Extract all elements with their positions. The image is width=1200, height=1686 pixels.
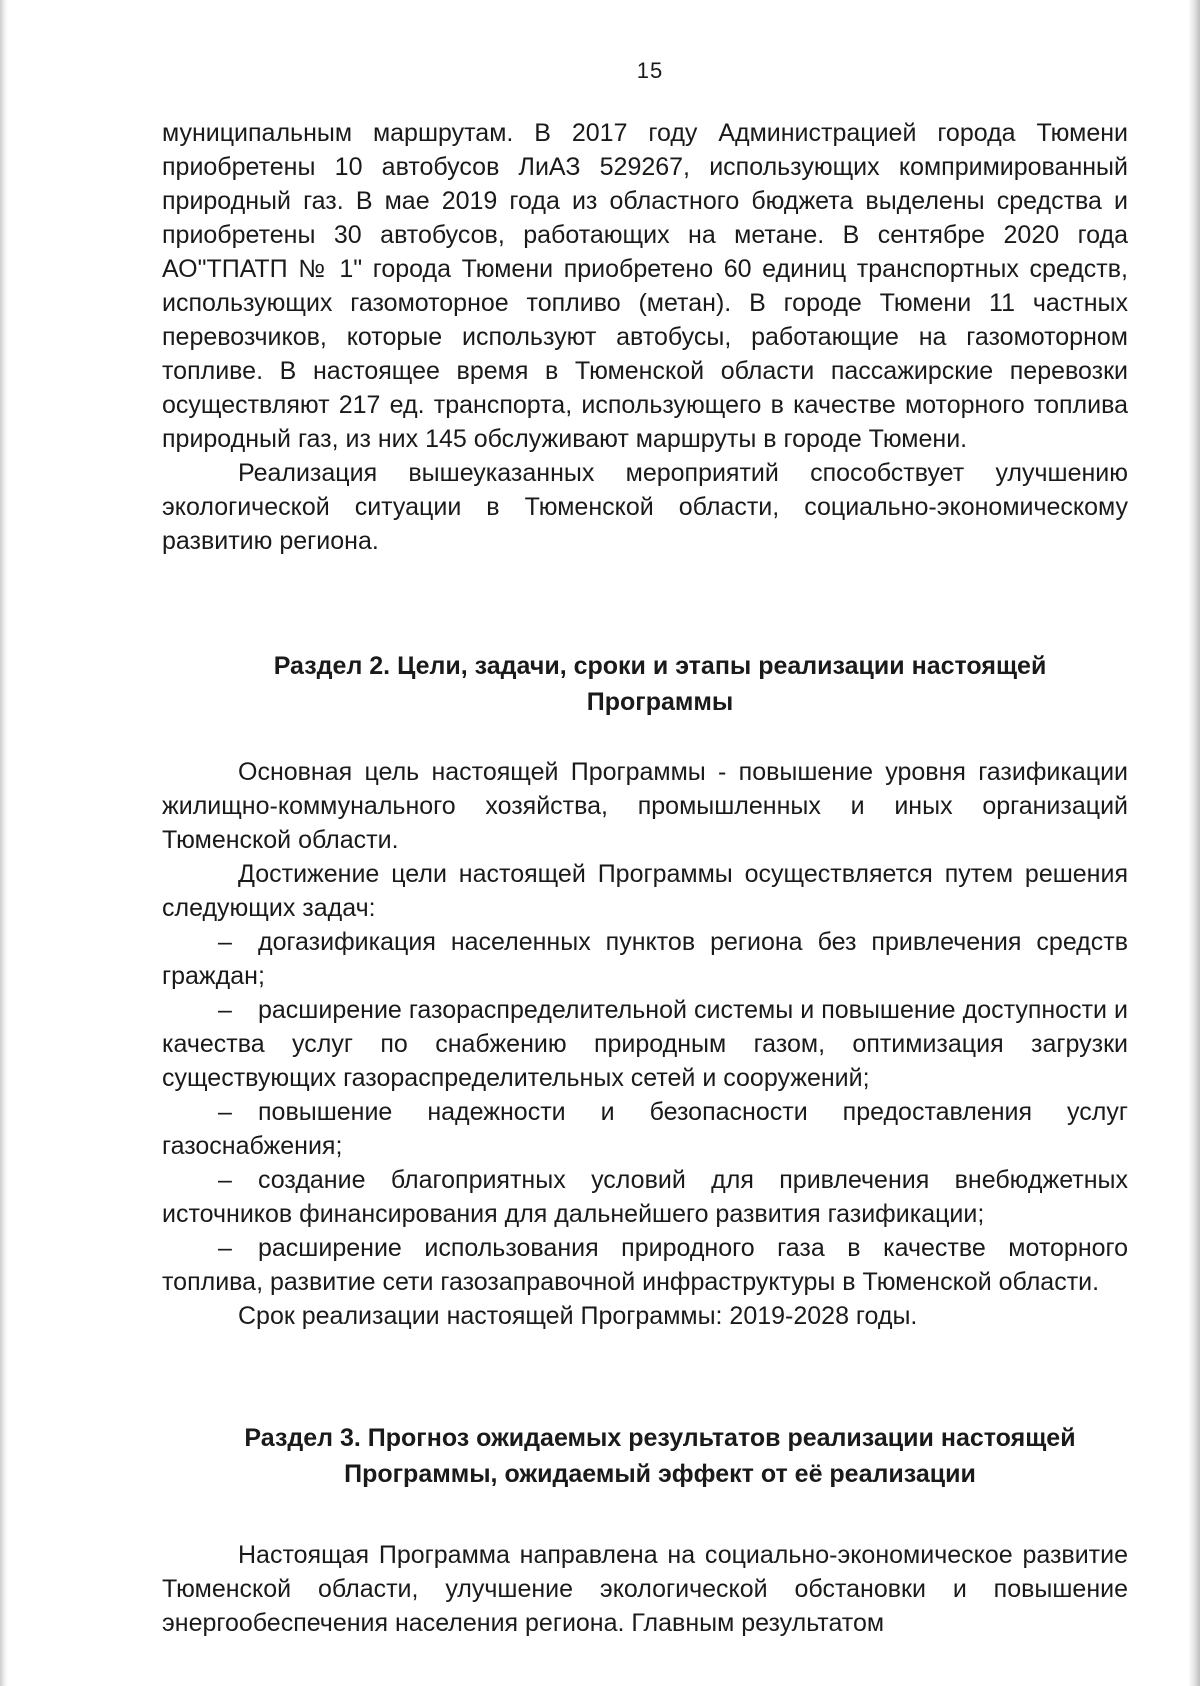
scan-edge-left (0, 0, 8, 1686)
intro-paragraph-1: муниципальным маршрутам. В 2017 году Администрацией города Тюмени приобретены 10 автобусов ЛиАЗ 529267, использующих компримированный природный газ. В мае 2019 года из областного бюджета выделены средства и приобретены 30 автобусов, работающих на метане. В сентябре 2020 года АО"ТПАТП № 1" города Тюмени приобретено 60 единиц транспортных средств, использующих газомоторное топливо (метан). В городе Тюмени 11 частных перевозчиков, которые используют автобусы, работающие на газомоторном топливе. В настоящее время в Тюменской области пассажирские перевозки осуществляют 217 ед. транспорта, использующего в качестве моторного топлива природный газ, из них 145 обслуживают маршруты в городе Тюмени. (162, 119, 1128, 453)
section3-title-line2: Программы, ожидаемый эффект от её реализации (344, 1460, 976, 1488)
section2-heading (200, 648, 1120, 720)
list-item (162, 1231, 1128, 1299)
dash-marker: – (218, 1166, 232, 1194)
intro-paragraph-2: Реализация вышеуказанных мероприятий способствует улучшению экологической ситуации в Тюменской области, социально-экономическому развитию региона. (162, 459, 1128, 555)
list-item (162, 925, 1128, 993)
tasks-intro: Достижение цели настоящей Программы осуществляется путем решения следующих задач: (162, 860, 1128, 922)
section2-title-line1: Раздел 2. Цели, задачи, сроки и этапы реализации настоящей (273, 652, 1047, 680)
section3-body (162, 1538, 1128, 1640)
task-text: расширение использования природного газа в качестве моторного топлива, развитие сети газозаправочной инфраструктуры в Тюменской области. (162, 1234, 1128, 1296)
section3-heading (200, 1420, 1120, 1492)
task-text: расширение газораспределительной системы и повышение доступности и качества услуг по снабжению природным газом, оптимизация загрузки существующих газораспределительных сетей и сооружений; (162, 996, 1128, 1092)
term-paragraph: Срок реализации настоящей Программы: 2019-2028 годы. (238, 1302, 918, 1330)
task-text: повышение надежности и безопасности предоставления услуг газоснабжения; (162, 1098, 1128, 1160)
list-item (162, 1163, 1128, 1231)
dash-marker: – (218, 1098, 232, 1126)
intro-block (162, 116, 1128, 558)
dash-marker: – (218, 996, 232, 1024)
page-number: 15 (636, 58, 664, 83)
section3-title-line1: Раздел 3. Прогноз ожидаемых результатов реализации настоящей (244, 1424, 1076, 1452)
scan-edge-right (1188, 0, 1200, 1686)
tasks-list (162, 925, 1128, 1299)
goal-paragraph: Основная цель настоящей Программы - повышение уровня газификации жилищно-коммунального хозяйства, промышленных и иных организаций Тюменской области. (162, 758, 1128, 854)
task-text: догазификация населенных пунктов региона без привлечения средств граждан; (162, 928, 1128, 990)
dash-marker: – (218, 928, 232, 956)
section3-paragraph: Настоящая Программа направлена на социально-экономическое развитие Тюменской области, улучшение экологической обстановки и повышение энергообеспечения населения региона. Главным результатом (162, 1541, 1128, 1637)
section2-body (162, 755, 1128, 1333)
task-text: создание благоприятных условий для привлечения внебюджетных источников финансирования для дальнейшего развития газификации; (162, 1166, 1128, 1228)
list-item (162, 993, 1128, 1095)
list-item (162, 1095, 1128, 1163)
dash-marker: – (218, 1234, 232, 1262)
section2-title-line2: Программы (586, 688, 734, 716)
